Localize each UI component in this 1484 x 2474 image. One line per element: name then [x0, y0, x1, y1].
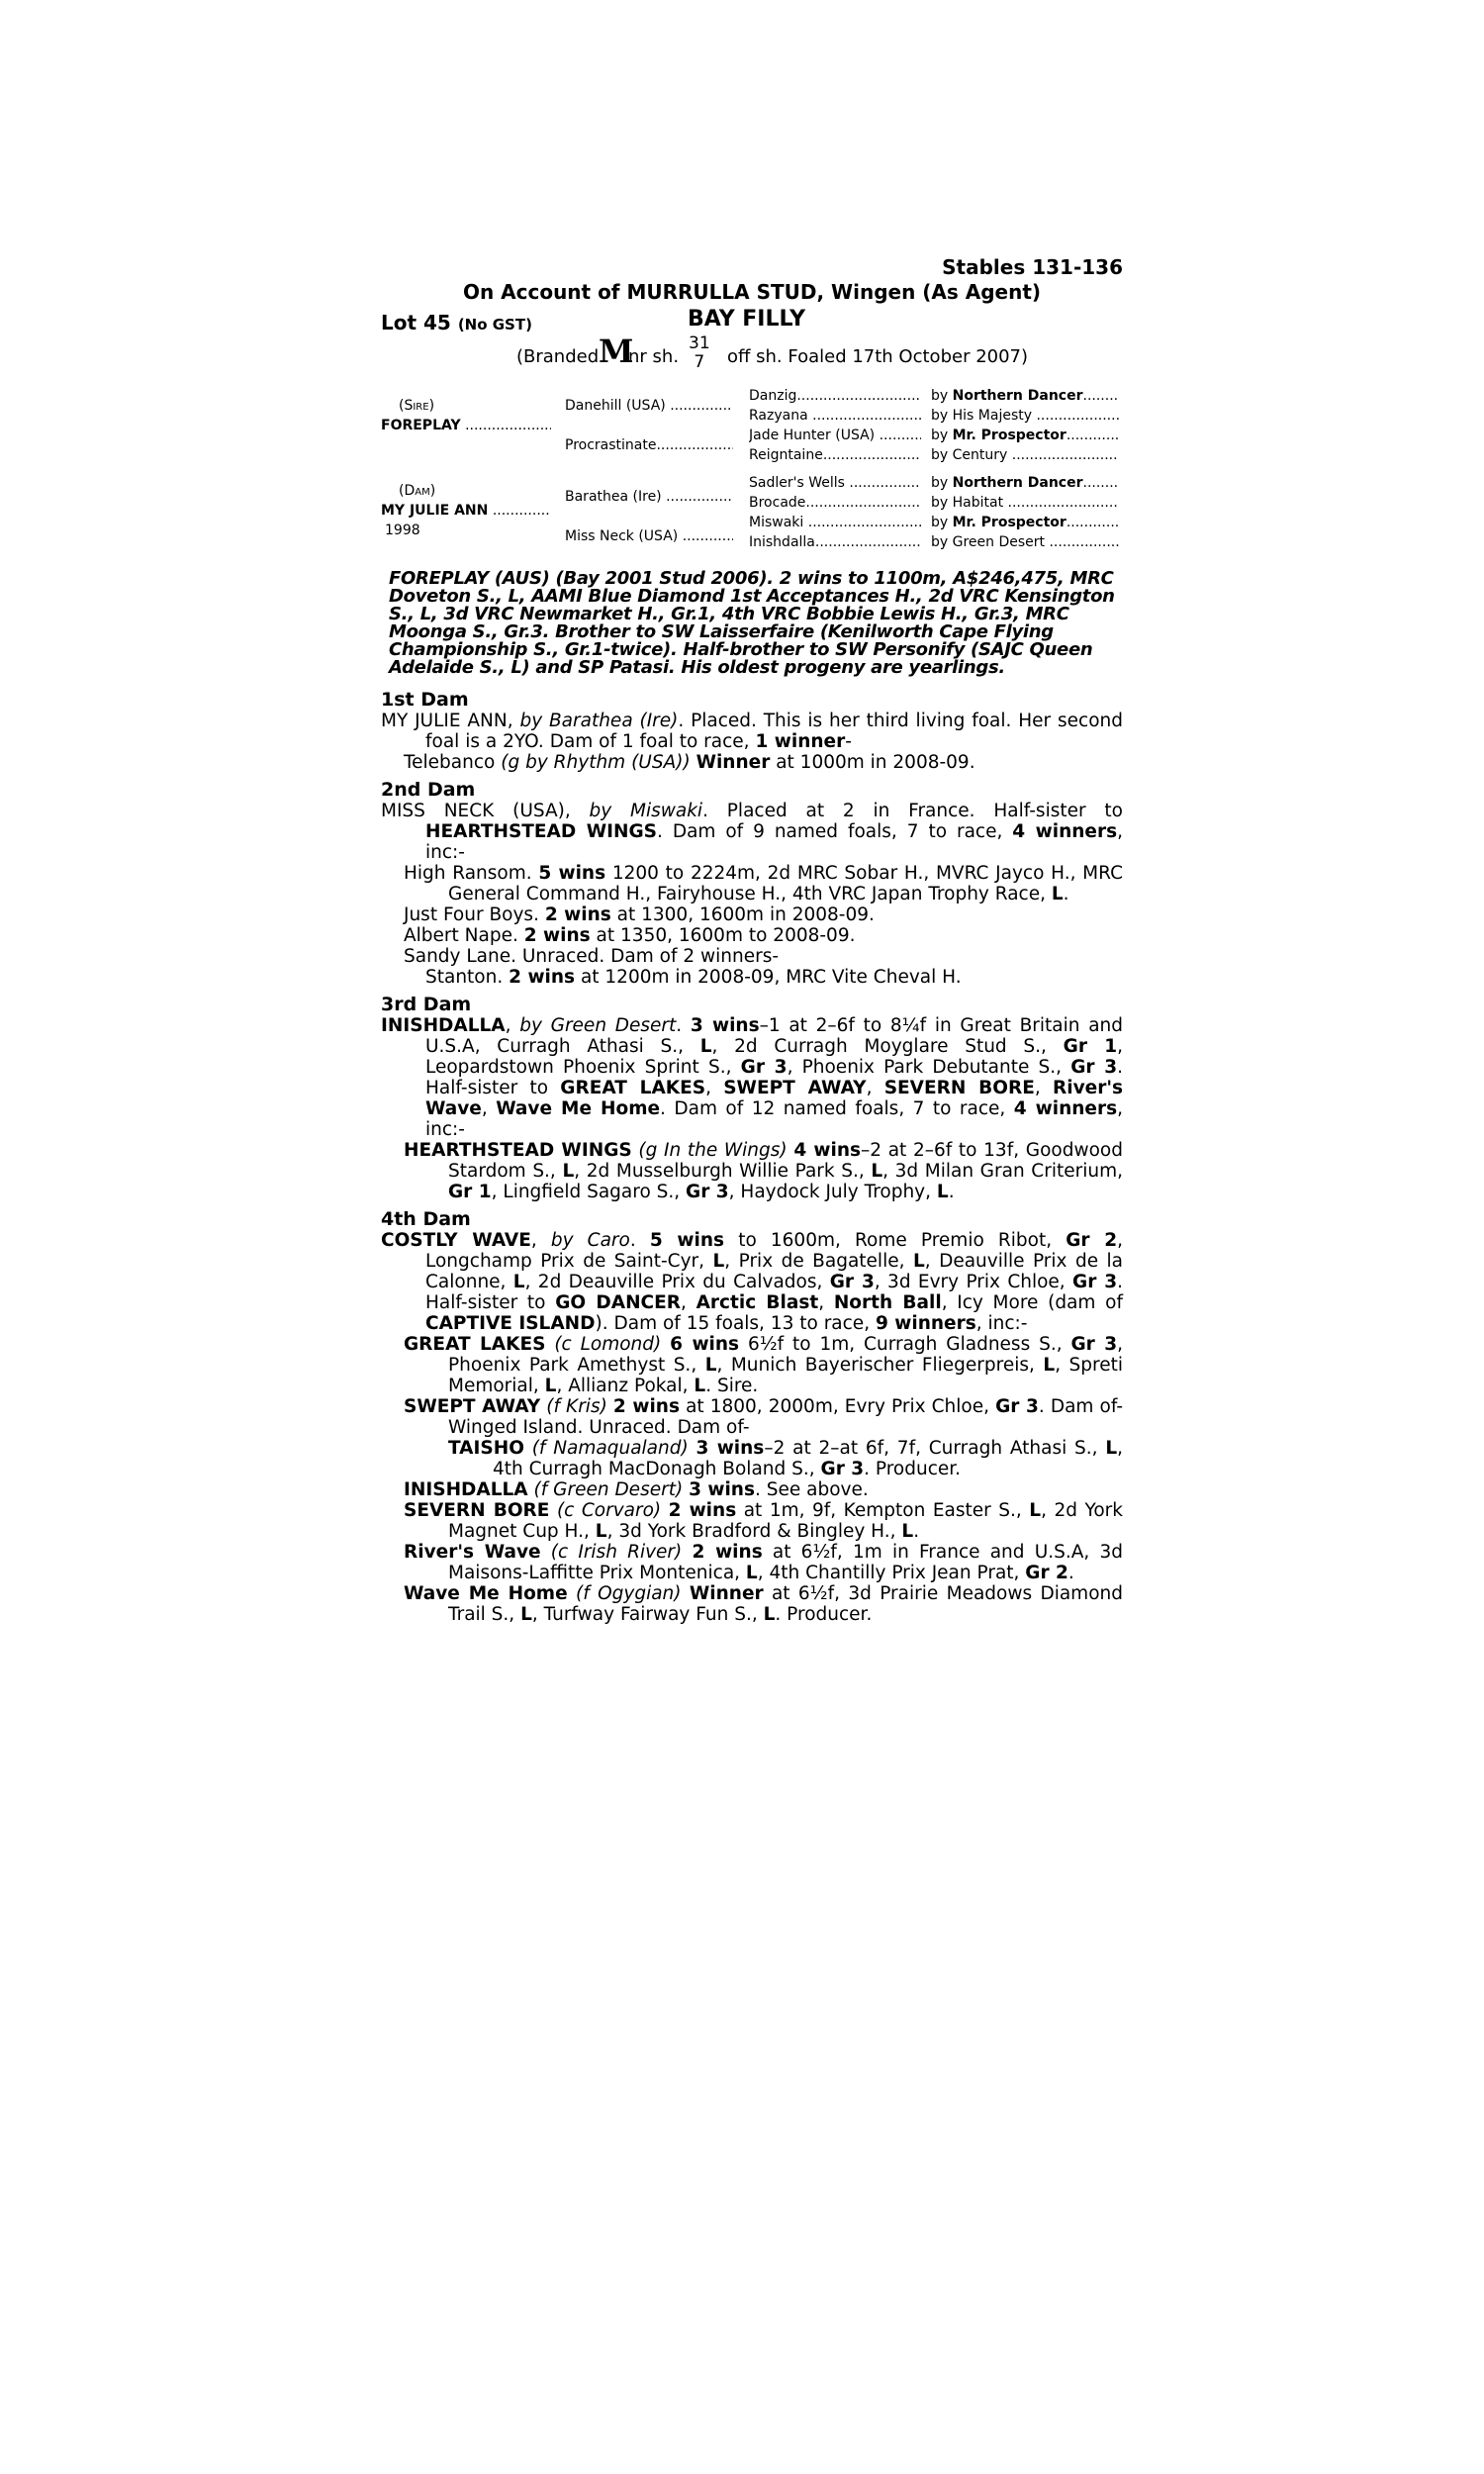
ggp-by-3: by Mr. Prospector .....	[931, 428, 1119, 443]
brand-line: (Branded M nr sh. 31 7 off sh. Foaled 17th October 2007)	[516, 333, 1029, 372]
brand-mark-icon: M	[599, 333, 634, 370]
ggp-5: Sadler's Wells .....	[749, 475, 921, 491]
dam3-entry: INISHDALLA, by Green Desert. 3 wins–1 at 2–6f to 8¼f in Great Britain and U.S.A, Curragh Athasi S., L, 2d Curragh Moyglare Stud S., Gr 1, Leopardstown Phoenix Sprint S., Gr 3, Phoenix Park Debutante S., Gr 3. Half-sister to GREAT LAKES, SWEPT AWAY, SEVERN BORE, River's Wave, Wave Me Home. Dam of 12 named foals, 7 to race, 4 winners, inc:-	[381, 1015, 1124, 1140]
dam4-entry: COSTLY WAVE, by Caro. 5 wins to 1600m, Rome Premio Ribot, Gr 2, Longchamp Prix de Saint-Cyr, L, Prix de Bagatelle, L, Deauville Prix de la Calonne, L, 2d Deauville Prix du Calvados, Gr 3, 3d Evry Prix Chloe, Gr 3. Half-sister to GO DANCER, Arctic Blast, North Ball, Icy More (dam of CAPTIVE ISLAND). Dam of 15 foals, 13 to race, 9 winners, inc:-	[381, 1230, 1124, 1334]
grandsire-2: Barathea (Ire) .....	[565, 489, 733, 505]
dam1-progeny: Telebanco (g by Rhythm (USA)) Winner at 1000m in 2008-09.	[404, 752, 975, 773]
vendor-line: On Account of MURRULLA STUD, Wingen (As Agent)	[462, 280, 1042, 304]
ggp-1: Danzig .....	[749, 388, 921, 404]
dam3-progeny: HEARTHSTEAD WINGS (g In the Wings) 4 wins–2 at 2–6f to 13f, Goodwood Stardom S., L, 2d Musselburgh Willie Park S., L, 3d Milan Gran Criterium, Gr 1, Lingfield Sagaro S., Gr 3, Haydock July Trophy, L.	[404, 1140, 1123, 1202]
dam2-grandprogeny: Stanton. 2 wins at 1200m in 2008-09, MRC Vite Cheval H.	[425, 967, 962, 988]
ggp-8: Inishdalla .....	[749, 534, 921, 550]
ggp-by-5: by Northern Dancer .....	[931, 475, 1119, 491]
section-3rd-dam: 3rd Dam	[381, 994, 472, 1015]
lot-title: BAY FILLY	[688, 307, 806, 332]
dam-year: 1998	[385, 523, 420, 538]
brand-fraction: 31 7	[689, 333, 710, 372]
dam4-progeny: SWEPT AWAY (f Kris) 2 wins at 1800, 2000m, Evry Prix Chloe, Gr 3. Dam of-Winged Island. Unraced. Dam of-	[404, 1396, 1123, 1438]
dam2-progeny: Albert Nape. 2 wins at 1350, 1600m to 2008-09.	[404, 925, 856, 946]
catalogue-page	[381, 255, 1123, 1625]
granddam-2: Miss Neck (USA) .....	[565, 528, 733, 544]
dam1-entry: MY JULIE ANN, by Barathea (Ire). Placed. This is her third living foal. Her second foal is a 2YO. Dam of 1 foal to race, 1 winner-	[381, 711, 1123, 752]
dam4-grandprogeny: TAISHO (f Namaqualand) 3 wins–2 at 2–at 6f, 7f, Curragh Athasi S., L, 4th Curragh MacDonagh Boland S., Gr 3. Producer.	[448, 1438, 1123, 1479]
section-1st-dam: 1st Dam	[381, 689, 469, 711]
ggp-2: Razyana .....	[749, 408, 921, 424]
dam2-entry: MISS NECK (USA), by Miswaki. Placed at 2 in France. Half-sister to HEARTHSTEAD WINGS. Dam of 9 named foals, 7 to race, 4 winners, inc:-	[381, 801, 1123, 863]
ggp-by-6: by Habitat .....	[931, 495, 1119, 511]
ggp-6: Brocade .....	[749, 495, 921, 511]
section-4th-dam: 4th Dam	[381, 1208, 471, 1230]
dam4-progeny: Wave Me Home (f Ogygian) Winner at 6½f, 3d Prairie Meadows Diamond Trail S., L, Turfway Fairway Fun S., L. Producer.	[404, 1583, 1123, 1625]
grandsire-1: Danehill (USA) .....	[565, 398, 733, 414]
lot-number: Lot 45 (No GST)	[381, 311, 532, 334]
ggp-3: Jade Hunter (USA) .....	[749, 428, 921, 443]
dam4-progeny: GREAT LAKES (c Lomond) 6 wins 6½f to 1m, Curragh Gladness S., Gr 3, Phoenix Park Amethyst S., L, Munich Bayerischer Fliegerpreis, L, Spreti Memorial, L, Allianz Pokal, L. Sire.	[404, 1334, 1124, 1396]
dam4-progeny: SEVERN BORE (c Corvaro) 2 wins at 1m, 9f, Kempton Easter S., L, 2d York Magnet Cup H., L, 3d York Bradford & Bingley H., L.	[404, 1500, 1123, 1542]
sire-name: FOREPLAY .....	[381, 418, 551, 433]
dam2-progeny: Just Four Boys. 2 wins at 1300, 1600m in 2008-09.	[404, 904, 875, 925]
ggp-4: Reigntaine .....	[749, 447, 921, 463]
ggp-by-4: by Century .....	[931, 447, 1119, 463]
pedigree-table	[381, 386, 1123, 556]
dam4-progeny: River's Wave (c Irish River) 2 wins at 6½f, 1m in France and U.S.A, 3d Maisons-Laffitte Prix Montenica, L, 4th Chantilly Prix Jean Prat, Gr 2.	[404, 1542, 1123, 1583]
section-2nd-dam: 2nd Dam	[381, 779, 476, 801]
lot-row	[381, 305, 1123, 338]
dam-label: (Dam)	[399, 483, 436, 499]
ggp-by-7: by Mr. Prospector .....	[931, 515, 1119, 530]
dam-name: MY JULIE ANN .....	[381, 503, 551, 519]
granddam-1: Procrastinate .....	[565, 437, 733, 453]
dam2-progeny: High Ransom. 5 wins 1200 to 2224m, 2d MRC Sobar H., MVRC Jayco H., MRC General Command H., Fairyhouse H., 4th VRC Japan Trophy Race, L.	[404, 863, 1123, 904]
ggp-by-8: by Green Desert .....	[931, 534, 1119, 550]
ggp-by-2: by His Majesty .....	[931, 408, 1119, 424]
sire-summary: FOREPLAY (AUS) (Bay 2001 Stud 2006). 2 wins to 1100m, A$246,475, MRC Doveton S., L, AAMI Blue Diamond 1st Acceptances H., 2d VRC Kensington S., L, 3d VRC Newmarket H., Gr.1, 4th VRC Bobbie Lewis H., Gr.3, MRC Moonga S., Gr.3. Brother to SW Laisserfaire (Kenilworth Cape Flying Championship S., Gr.1-twice). Half-brother to SW Personify (SAJC Queen Adelaide S., L) and SP Patasi. His oldest progeny are yearlings.	[389, 568, 1115, 678]
dam2-progeny: Sandy Lane. Unraced. Dam of 2 winners-	[404, 946, 780, 967]
dam4-progeny: INISHDALLA (f Green Desert) 3 wins. See above.	[404, 1479, 869, 1500]
sire-label: (Sire)	[399, 398, 435, 414]
ggp-by-1: by Northern Dancer .....	[931, 388, 1119, 404]
stables-label: Stables 131-136	[942, 255, 1123, 279]
ggp-7: Miswaki .....	[749, 515, 921, 530]
